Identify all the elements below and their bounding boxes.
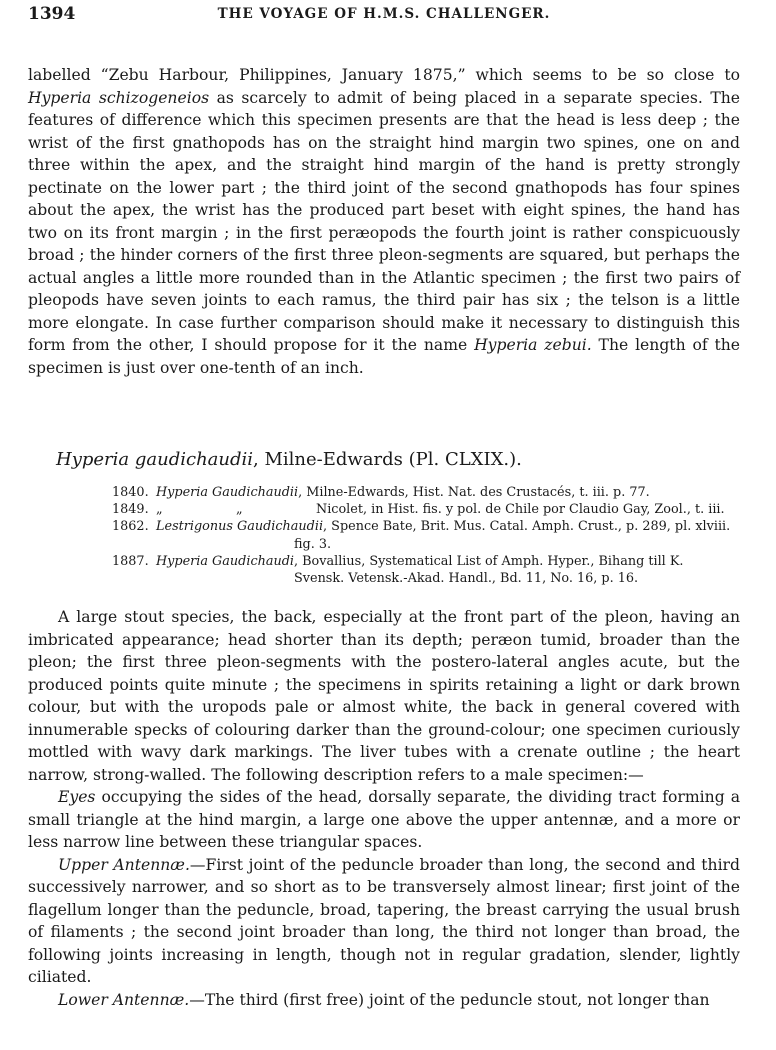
- species-heading: [56, 449, 522, 470]
- text-run: —First joint of the peduncle broader than long, the second and third successively narrower, and so short as to be transversely almost linear; first joint of the flagellum longer than the peduncle, broad, tapering, the breast carrying the usual brush of filaments ; the second joint broader than long, the third not longer than broad, the following joints increasing in length, though not in regular gradation, slender, lightly ciliated.: [28, 855, 740, 986]
- reference-text: , Bovallius, Systematical List of Amph. Hyper., Bihang till K.: [294, 553, 684, 569]
- page-header: [28, 4, 740, 28]
- species-heading-authority: , Milne-Edwards (Pl. CLXIX.).: [253, 449, 522, 470]
- reference-year: 1840.: [112, 485, 149, 500]
- reference-name: Hyperia Gaudichaudii: [156, 485, 299, 500]
- text-run: labelled “Zebu Harbour, Philippines, January 1875,” which seems to be so close to: [28, 66, 740, 84]
- synonymy-entry: [112, 484, 732, 501]
- paragraph-general-description: A large stout species, the back, especially at the front part of the pleon, having an imbricated appearance; head shorter than its depth; peræon tumid, broader than the pleon; the first three pleon-segments with the postero-lateral angles acute, but the produced points quite minute ; the specimens in spirits retaining a light or dark brown colour, but with the uropods pale or almost white, the back in general covered with innumerable specks of colouring darker than the ground-colour; one specimen curiously mottled with wavy dark markings. The liver tubes with a crenate outline ; the heart narrow, strong-walled. The following description refers to a male specimen:—: [28, 608, 740, 784]
- reference-year: 1887.: [112, 553, 149, 569]
- text-run: as scarcely to admit of being placed in a separate species. The features of difference which this specimen presents are that the head is less deep ; the wrist of the first gnathopods has on the straight hind margin two spines, one on and three within the apex, and the straight hind margin of the hand is pretty strongly pectinate on the lower part ; the third joint of the second gnathopods has four spines about the apex, the wrist has the produced part beset with eight spines, the hand has two on its front margin ; in the first peræopods the fourth joint is rather conspicuously broad ; the hinder corners of the first three pleon-segments are squared, but perhaps the actual angles a little more rounded than in the Atlantic specimen ; the first two pairs of pleopods have seven joints to each ramus, the third pair has six ; the telson is a little more elongate. In case further comparison should make it necessary to distinguish this form from the other, I should propose for it the name: [28, 88, 740, 354]
- reference-text: , Milne-Edwards, Hist. Nat. des Crustacés, t. iii. p. 77.: [298, 485, 650, 500]
- reference-name: Lestrigonus Gaudichaudii: [156, 519, 324, 535]
- section-label: Upper Antennæ.: [58, 855, 190, 874]
- species-heading-name: Hyperia gaudichaudii: [56, 449, 254, 470]
- synonymy-list: [112, 484, 732, 587]
- synonymy-entry: [112, 553, 732, 587]
- ditto-mark: „: [236, 502, 243, 518]
- text-run: The length of the specimen is just over one-tenth of an inch.: [28, 336, 741, 377]
- paragraph-lower-antennae: [28, 989, 740, 1012]
- running-title: THE VOYAGE OF H.M.S. CHALLENGER.: [217, 6, 551, 22]
- reference-continuation: fig. 3.: [294, 536, 332, 552]
- reference-year: 1862.: [112, 519, 149, 535]
- section-label: Lower Antennæ.: [58, 990, 190, 1009]
- species-name: Hyperia schizogeneios: [28, 88, 210, 107]
- paragraph-zebu-specimen: [28, 64, 740, 379]
- reference-text: Nicolet, in Hist. fis. y pol. de Chile por Claudio Gay, Zool., t. iii.: [316, 502, 725, 518]
- synonymy-entry: [112, 501, 732, 518]
- reference-name: Hyperia Gaudichaudi: [156, 553, 295, 569]
- reference-continuation: Svensk. Vetensk.-Akad. Handl., Bd. 11, No. 16, p. 16.: [294, 571, 639, 587]
- section-label: Eyes: [58, 788, 96, 806]
- description-block: [28, 606, 740, 1011]
- reference-text: , Spence Bate, Brit. Mus. Catal. Amph. Crust., p. 289, pl. xlviii.: [323, 519, 731, 535]
- text-run: —The third (first free) joint of the peduncle stout, not longer than: [189, 990, 710, 1009]
- text-run: occupying the sides of the head, dorsally separate, the dividing tract forming a small triangle at the hind margin, a large one above the upper antennæ, and a more or less narrow line between these triangular spaces.: [28, 788, 740, 851]
- page-number: 1394: [28, 4, 76, 24]
- reference-year: 1849.: [112, 502, 149, 518]
- paragraph-eyes: [28, 786, 740, 854]
- ditto-mark: „: [156, 502, 163, 518]
- species-name: Hyperia zebui.: [474, 336, 592, 354]
- paragraph-upper-antennae: [28, 854, 740, 989]
- synonymy-entry: [112, 518, 732, 552]
